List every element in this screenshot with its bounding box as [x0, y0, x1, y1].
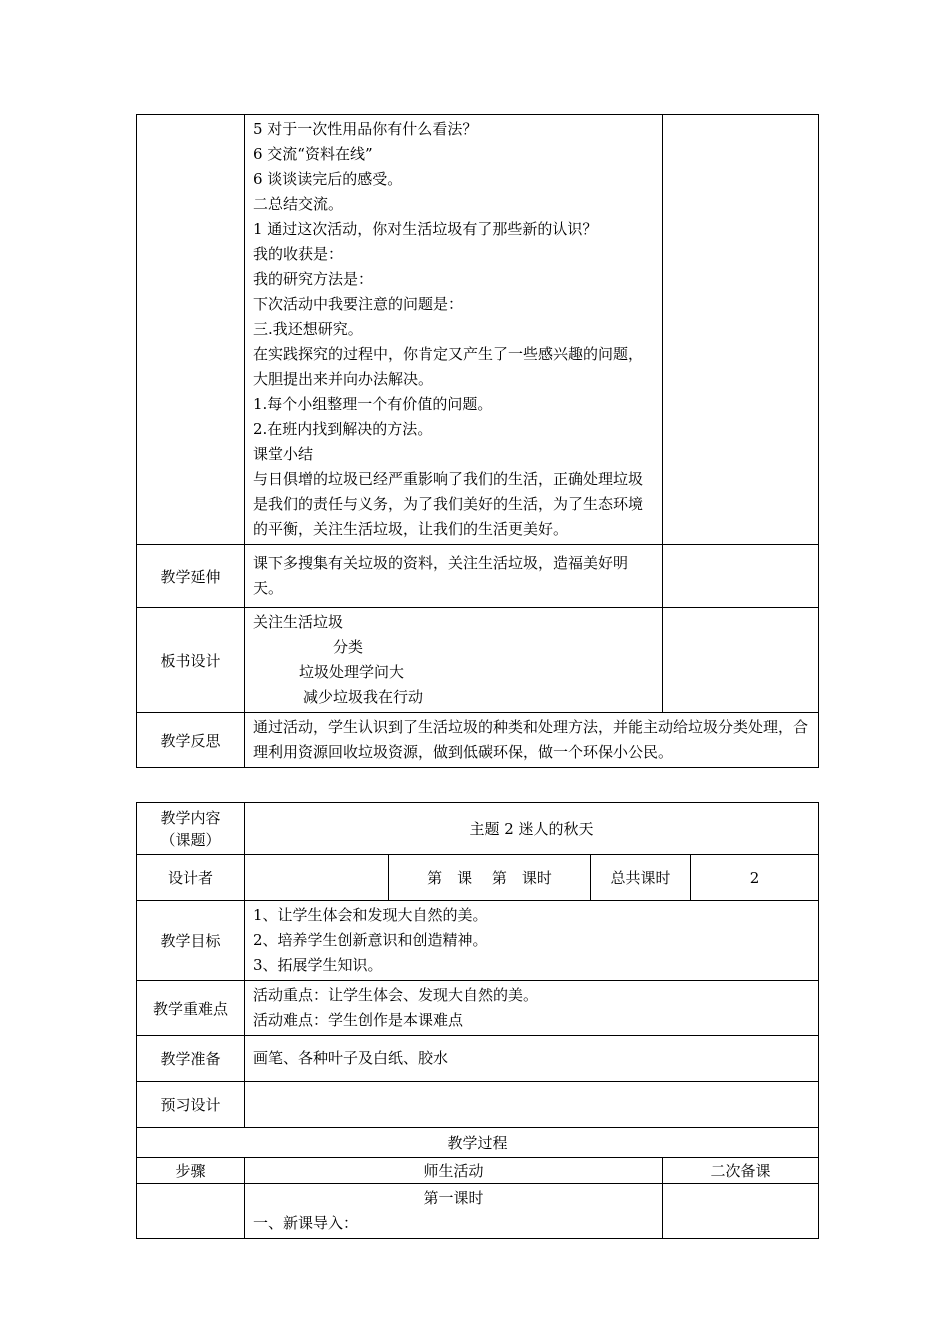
key-point-line: 活动难点：学生创作是本课难点	[253, 1011, 464, 1029]
lesson-number: 第 课 第 课时	[389, 855, 591, 901]
process-header: 教学过程	[137, 1128, 819, 1158]
first-lesson-title: 第一课时	[423, 1189, 484, 1207]
column-header-row	[137, 1158, 819, 1184]
process-line: 6 交流“资料在线”	[253, 145, 373, 163]
key-points-content	[245, 981, 819, 1036]
process-line: 6 谈谈读完后的感受。	[253, 170, 403, 188]
designer-label: 设计者	[137, 855, 245, 901]
intro-line: 一、新课导入：	[253, 1214, 359, 1232]
col-activity-header: 师生活动	[245, 1158, 663, 1184]
first-lesson-step-cell	[137, 1184, 245, 1239]
goals-content	[245, 901, 819, 981]
key-points-row	[137, 981, 819, 1036]
process-line: 三.我还想研究。	[253, 320, 363, 338]
lesson-table-1	[136, 114, 819, 768]
topic-value: 主题 2 迷人的秋天	[245, 803, 819, 855]
board-line: 垃圾处理学问大	[299, 663, 405, 681]
second-prep-cell	[663, 115, 819, 545]
first-lesson-content	[245, 1184, 663, 1239]
goal-line: 3、拓展学生知识。	[253, 956, 383, 974]
lesson-table-2	[136, 802, 819, 1239]
process-line: 2.在班内找到解决的方法。	[253, 420, 433, 438]
process-row	[137, 115, 819, 545]
preparation-text: 画笔、各种叶子及白纸、胶水	[245, 1036, 819, 1082]
goals-row	[137, 901, 819, 981]
process-content	[245, 115, 663, 545]
process-line: 二总结交流。	[253, 195, 344, 213]
key-points-label: 教学重难点	[137, 981, 245, 1036]
total-label: 总共课时	[591, 855, 691, 901]
process-line: 我的收获是：	[253, 245, 344, 263]
reflection-row	[137, 713, 819, 768]
goal-line: 2、培养学生创新意识和创造精神。	[253, 931, 488, 949]
extension-label: 教学延伸	[137, 545, 245, 608]
preparation-row	[137, 1036, 819, 1082]
key-point-line: 活动重点：让学生体会、发现大自然的美。	[253, 986, 539, 1004]
designer-value	[245, 855, 389, 901]
extension-row	[137, 545, 819, 608]
process-line: 5 对于一次性用品你有什么看法？	[253, 120, 478, 138]
extension-text: 课下多搜集有关垃圾的资料，关注生活垃圾，造福美好明天。	[245, 545, 663, 608]
process-line: 1 通过这次活动，你对生活垃圾有了那些新的认识？	[253, 220, 598, 238]
reflection-label: 教学反思	[137, 713, 245, 768]
total-value: 2	[691, 855, 819, 901]
process-line: 下次活动中我要注意的问题是：	[253, 295, 464, 313]
board-line: 关注生活垃圾	[253, 613, 344, 631]
process-line: 1.每个小组整理一个有价值的问题。	[253, 395, 493, 413]
process-header-row	[137, 1128, 819, 1158]
col-step-header: 步骤	[137, 1158, 245, 1184]
board-note-cell	[663, 608, 819, 713]
topic-label-line: 教学内容	[160, 808, 221, 827]
process-line: 我的研究方法是：	[253, 270, 374, 288]
designer-row	[137, 855, 819, 901]
board-row	[137, 608, 819, 713]
preview-label: 预习设计	[137, 1082, 245, 1128]
process-line: 课堂小结	[253, 445, 314, 463]
col-second-header: 二次备课	[663, 1158, 819, 1184]
extension-note-cell	[663, 545, 819, 608]
goal-line: 1、让学生体会和发现大自然的美。	[253, 906, 488, 924]
reflection-text: 通过活动，学生认识到了生活垃圾的种类和处理方法，并能主动给垃圾分类处理，合理利用资源回收垃圾资源，做到低碳环保，做一个环保小公民。	[245, 713, 819, 768]
process-paragraph: 在实践探究的过程中，你肯定又产生了一些感兴趣的问题，大胆提出来并向办法解决。	[253, 345, 644, 388]
preparation-label: 教学准备	[137, 1036, 245, 1082]
board-line: 减少垃圾我在行动	[303, 688, 424, 706]
topic-label-line: （课题）	[160, 830, 221, 849]
topic-row	[137, 803, 819, 855]
board-label: 板书设计	[137, 608, 245, 713]
board-content	[245, 608, 663, 713]
topic-label	[137, 803, 245, 855]
first-lesson-note-cell	[663, 1184, 819, 1239]
goals-label: 教学目标	[137, 901, 245, 981]
process-paragraph: 与日俱增的垃圾已经严重影响了我们的生活，正确处理垃圾是我们的责任与义务，为了我们美好的生活，为了生态环境的平衡，关注生活垃圾，让我们的生活更美好。	[253, 470, 644, 538]
preview-row	[137, 1082, 819, 1128]
preview-text	[245, 1082, 819, 1128]
board-line: 分类	[333, 638, 364, 656]
first-lesson-row	[137, 1184, 819, 1239]
step-cell	[137, 115, 245, 545]
